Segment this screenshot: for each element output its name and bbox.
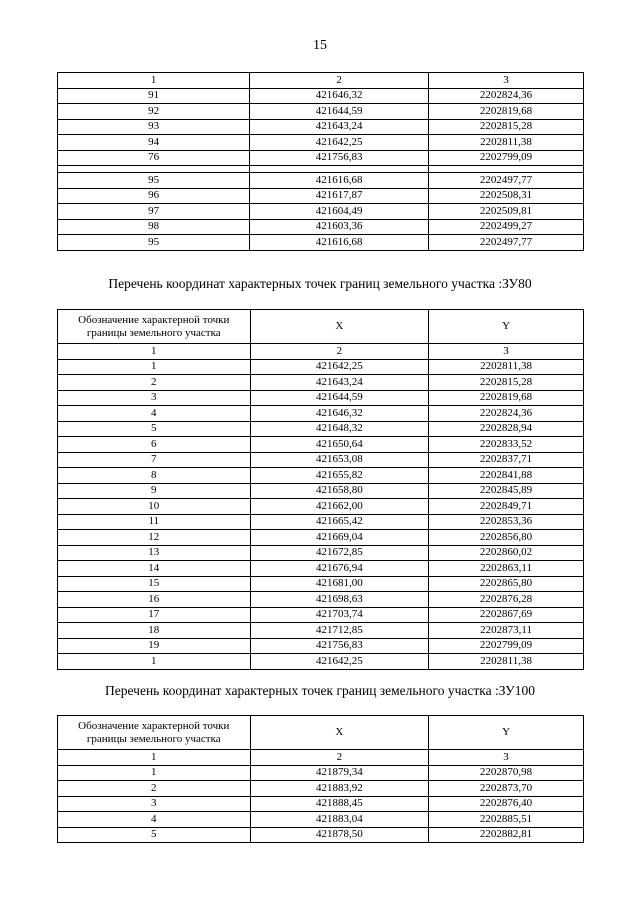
table-row [58,483,584,499]
x-coordinate-cell: 421642,25 [250,359,429,375]
table-row [58,499,584,515]
point-id-cell: 19 [58,638,251,654]
y-coordinate-cell: 2202824,36 [428,88,583,104]
column-number-cell: 3 [429,344,584,360]
x-coordinate-cell: 421643,24 [250,119,429,135]
point-id-cell: 9 [58,483,251,499]
table-row [58,592,584,608]
point-id-cell: 2 [58,375,251,391]
point-id-cell: 96 [58,188,250,204]
y-coordinate-cell: 2202799,09 [429,638,584,654]
column-number-cell: 3 [429,750,584,766]
column-header-y: Y [429,716,584,750]
y-coordinate-cell: 2202856,80 [429,530,584,546]
y-coordinate-cell: 2202811,38 [428,135,583,151]
point-id-cell: 1 [58,359,251,375]
table-row [58,623,584,639]
column-number-row [58,750,584,766]
y-coordinate-cell: 2202497,77 [428,173,583,189]
caption-zu80: Перечень координат характерных точек границ земельного участка :ЗУ80 [108,276,532,291]
column-number-cell: 1 [58,344,251,360]
y-coordinate-cell: 2202860,02 [429,545,584,561]
point-id-cell: 2 [58,781,251,797]
point-id-cell: 6 [58,437,251,453]
y-coordinate-cell: 2202509,81 [428,204,583,220]
point-id-cell: 95 [58,235,250,251]
y-coordinate-cell: 2202497,77 [428,235,583,251]
table-row [58,119,584,135]
point-id-cell: 76 [58,150,250,166]
y-coordinate-cell: 2202873,70 [429,781,584,797]
x-coordinate-cell: 421616,68 [250,173,429,189]
point-id-cell: 12 [58,530,251,546]
x-coordinate-cell: 421756,83 [250,150,429,166]
column-header-point: Обозначение характерной точки границы земельного участка [58,310,251,344]
header-row [58,310,584,344]
y-coordinate-cell: 2202815,28 [428,119,583,135]
point-id-cell: 5 [58,827,251,843]
point-id-cell: 18 [58,623,251,639]
y-coordinate-cell: 2202845,89 [429,483,584,499]
y-coordinate-cell: 2202499,27 [428,219,583,235]
x-coordinate-cell: 421883,04 [250,812,429,828]
y-coordinate-cell: 2202876,28 [429,592,584,608]
y-coordinate-cell: 2202870,98 [429,765,584,781]
empty-cell [250,166,429,173]
table-row [58,204,584,220]
y-coordinate-cell: 2202837,71 [429,452,584,468]
table-row [58,406,584,422]
table-row [58,375,584,391]
header-row [58,716,584,750]
column-number-row [58,344,584,360]
x-coordinate-cell: 421644,59 [250,104,429,120]
table-row [58,390,584,406]
point-id-cell: 17 [58,607,251,623]
table-row [58,827,584,843]
y-coordinate-cell: 2202828,94 [429,421,584,437]
table-row [58,104,584,120]
y-coordinate-cell: 2202853,36 [429,514,584,530]
table-row [58,545,584,561]
x-coordinate-cell: 421653,08 [250,452,429,468]
point-id-cell: 15 [58,576,251,592]
column-number-cell: 1 [58,750,251,766]
point-id-cell: 7 [58,452,251,468]
point-id-cell: 3 [58,390,251,406]
column-number-cell: 3 [428,73,583,89]
x-coordinate-cell: 421642,25 [250,135,429,151]
table-row [58,607,584,623]
table-row [58,781,584,797]
x-coordinate-cell: 421669,04 [250,530,429,546]
column-number-cell: 2 [250,750,429,766]
x-coordinate-cell: 421703,74 [250,607,429,623]
x-coordinate-cell: 421642,25 [250,654,429,670]
empty-cell [428,166,583,173]
column-number-cell: 2 [250,73,429,89]
x-coordinate-cell: 421672,85 [250,545,429,561]
point-id-cell: 1 [58,654,251,670]
point-id-cell: 16 [58,592,251,608]
column-number-row [58,73,584,89]
x-coordinate-cell: 421646,32 [250,406,429,422]
y-coordinate-cell: 2202811,38 [429,654,584,670]
y-coordinate-cell: 2202833,52 [429,437,584,453]
x-coordinate-cell: 421662,00 [250,499,429,515]
y-coordinate-cell: 2202863,11 [429,561,584,577]
page-number: 15 [313,38,327,53]
x-coordinate-cell: 421617,87 [250,188,429,204]
column-number-cell: 1 [58,73,250,89]
table-row [58,359,584,375]
point-id-cell: 3 [58,796,251,812]
point-id-cell: 91 [58,88,250,104]
y-coordinate-cell: 2202876,40 [429,796,584,812]
y-coordinate-cell: 2202882,81 [429,827,584,843]
x-coordinate-cell: 421603,36 [250,219,429,235]
point-id-cell: 92 [58,104,250,120]
point-id-cell: 5 [58,421,251,437]
column-header-point: Обозначение характерной точки границы земельного участка [58,716,251,750]
column-header-x: X [250,716,429,750]
point-id-cell: 10 [58,499,251,515]
y-coordinate-cell: 2202819,68 [429,390,584,406]
y-coordinate-cell: 2202508,31 [428,188,583,204]
table-row [58,437,584,453]
point-id-cell: 13 [58,545,251,561]
y-coordinate-cell: 2202799,09 [428,150,583,166]
table-row [58,812,584,828]
x-coordinate-cell: 421616,68 [250,235,429,251]
point-id-cell: 93 [58,119,250,135]
x-coordinate-cell: 421879,34 [250,765,429,781]
point-id-cell: 95 [58,173,250,189]
table-row [58,421,584,437]
coordinates-table-zu100 [57,715,584,843]
x-coordinate-cell: 421756,83 [250,638,429,654]
column-number-cell: 2 [250,344,429,360]
x-coordinate-cell: 421665,42 [250,514,429,530]
x-coordinate-cell: 421650,64 [250,437,429,453]
table-row [58,150,584,166]
coordinates-table-zu80 [57,309,584,670]
table-row [58,514,584,530]
point-id-cell: 97 [58,204,250,220]
y-coordinate-cell: 2202841,88 [429,468,584,484]
y-coordinate-cell: 2202865,80 [429,576,584,592]
y-coordinate-cell: 2202824,36 [429,406,584,422]
y-coordinate-cell: 2202811,38 [429,359,584,375]
point-id-cell: 4 [58,406,251,422]
x-coordinate-cell: 421878,50 [250,827,429,843]
x-coordinate-cell: 421643,24 [250,375,429,391]
empty-cell [58,166,250,173]
x-coordinate-cell: 421658,80 [250,483,429,499]
coordinates-table-continued [57,72,584,251]
table-row [58,576,584,592]
point-id-cell: 14 [58,561,251,577]
table-row [58,219,584,235]
point-id-cell: 11 [58,514,251,530]
point-id-cell: 1 [58,765,251,781]
table-row [58,135,584,151]
point-id-cell: 4 [58,812,251,828]
table-row [58,88,584,104]
separator-row [58,166,584,173]
y-coordinate-cell: 2202873,11 [429,623,584,639]
x-coordinate-cell: 421604,49 [250,204,429,220]
point-id-cell: 98 [58,219,250,235]
x-coordinate-cell: 421712,85 [250,623,429,639]
table-row [58,796,584,812]
x-coordinate-cell: 421698,63 [250,592,429,608]
y-coordinate-cell: 2202849,71 [429,499,584,515]
x-coordinate-cell: 421644,59 [250,390,429,406]
table-row [58,530,584,546]
table-row [58,765,584,781]
column-header-y: Y [429,310,584,344]
x-coordinate-cell: 421648,32 [250,421,429,437]
x-coordinate-cell: 421676,94 [250,561,429,577]
x-coordinate-cell: 421681,00 [250,576,429,592]
table-row [58,654,584,670]
column-header-x: X [250,310,429,344]
point-id-cell: 8 [58,468,251,484]
y-coordinate-cell: 2202815,28 [429,375,584,391]
caption-zu100: Перечень координат характерных точек границ земельного участка :ЗУ100 [105,683,535,698]
y-coordinate-cell: 2202819,68 [428,104,583,120]
table-row [58,561,584,577]
x-coordinate-cell: 421655,82 [250,468,429,484]
table-row [58,188,584,204]
x-coordinate-cell: 421646,32 [250,88,429,104]
table-row [58,638,584,654]
table-row [58,235,584,251]
point-id-cell: 94 [58,135,250,151]
y-coordinate-cell: 2202867,69 [429,607,584,623]
x-coordinate-cell: 421888,45 [250,796,429,812]
table-row [58,173,584,189]
x-coordinate-cell: 421883,92 [250,781,429,797]
table-row [58,468,584,484]
y-coordinate-cell: 2202885,51 [429,812,584,828]
table-row [58,452,584,468]
